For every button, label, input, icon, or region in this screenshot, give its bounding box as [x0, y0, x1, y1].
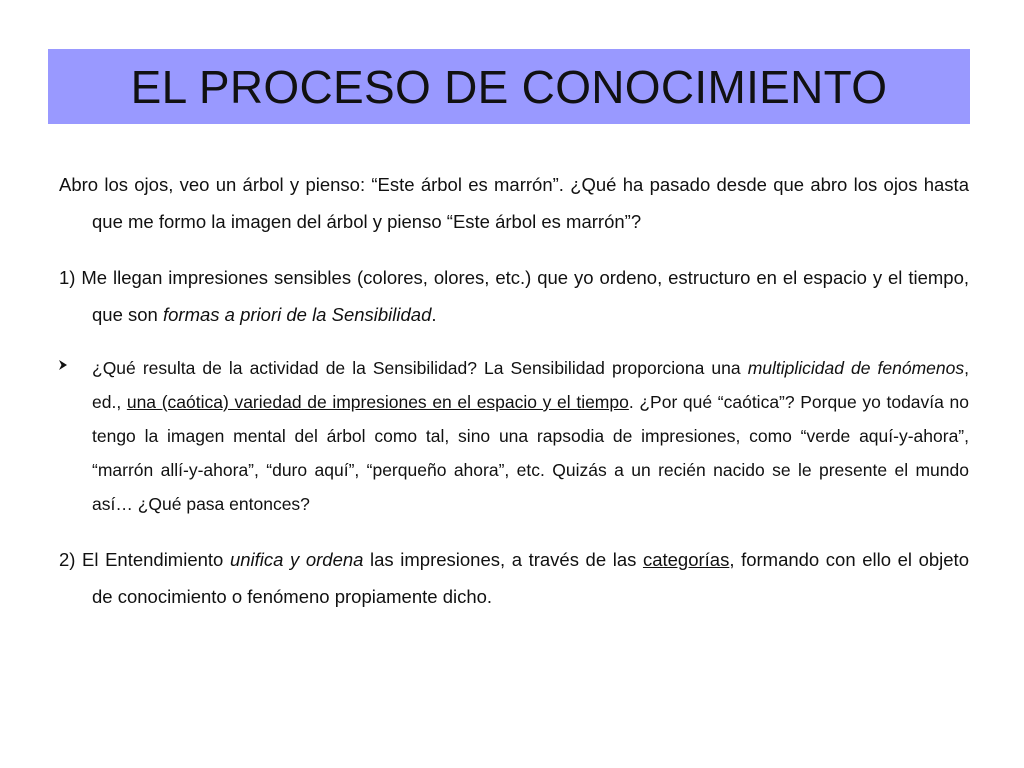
bullet-paragraph [92, 351, 969, 521]
paragraph-sensibility [59, 259, 969, 333]
categories-underline: categorías [642, 549, 730, 570]
title-bar [48, 49, 970, 124]
bullet-text-2: , ed., [92, 358, 970, 412]
understanding-text-2: las impresiones, a través de las [363, 549, 643, 570]
understanding-text-1: 2) El Entendimiento [59, 549, 230, 570]
understanding-text-3: , formando con ello el objeto de conocimiento o fenómeno propiamente dicho. [92, 549, 969, 607]
bullet-italic: multiplicidad de fenómenos [747, 358, 965, 378]
bullet-underline: una (caótica) variedad de impresiones en el espacio y el tiempo [126, 392, 629, 412]
sensibility-italic: formas a priori de la Sensibilidad [162, 304, 432, 325]
bullet-text-1: ¿Qué resulta de la actividad de la Sensibilidad? La Sensibilidad proporciona una [92, 358, 748, 378]
paragraph-intro [59, 166, 969, 240]
paragraph-understanding [59, 541, 969, 615]
sensibility-text-2: . [431, 304, 437, 325]
bullet-text-3: . ¿Por qué “caótica”? Porque yo todavía no tengo la imagen mental del árbol como tal, sino una rapsodia de impresiones, como “verde aquí-y-ahora”, “marrón allí-y-ahora”, “duro aquí”, “perqueño ahora”, etc. Quizás a un recién nacido se le presente el mundo así… ¿Qué pasa entonces? [92, 392, 969, 514]
arrow-bullet-icon [57, 359, 69, 371]
intro-text-1: Abro los ojos, veo un árbol y pienso: “ [59, 174, 378, 195]
intro-text-2: ”. ¿Qué ha pasado desde que abro los ojos hasta que me formo la imagen del árbol y pienso “Este árbol es marrón”? [92, 174, 969, 232]
understanding-italic: unifica y ordena [229, 549, 364, 570]
sensibility-text-1: 1) Me llegan impresiones sensibles (colores, olores, etc.) que yo ordeno, estructuro en el espacio y el tiempo, que son [59, 267, 969, 325]
intro-quote: Este árbol es marrón [377, 174, 553, 195]
slide-title: EL PROCESO DE CONOCIMIENTO [130, 60, 888, 113]
